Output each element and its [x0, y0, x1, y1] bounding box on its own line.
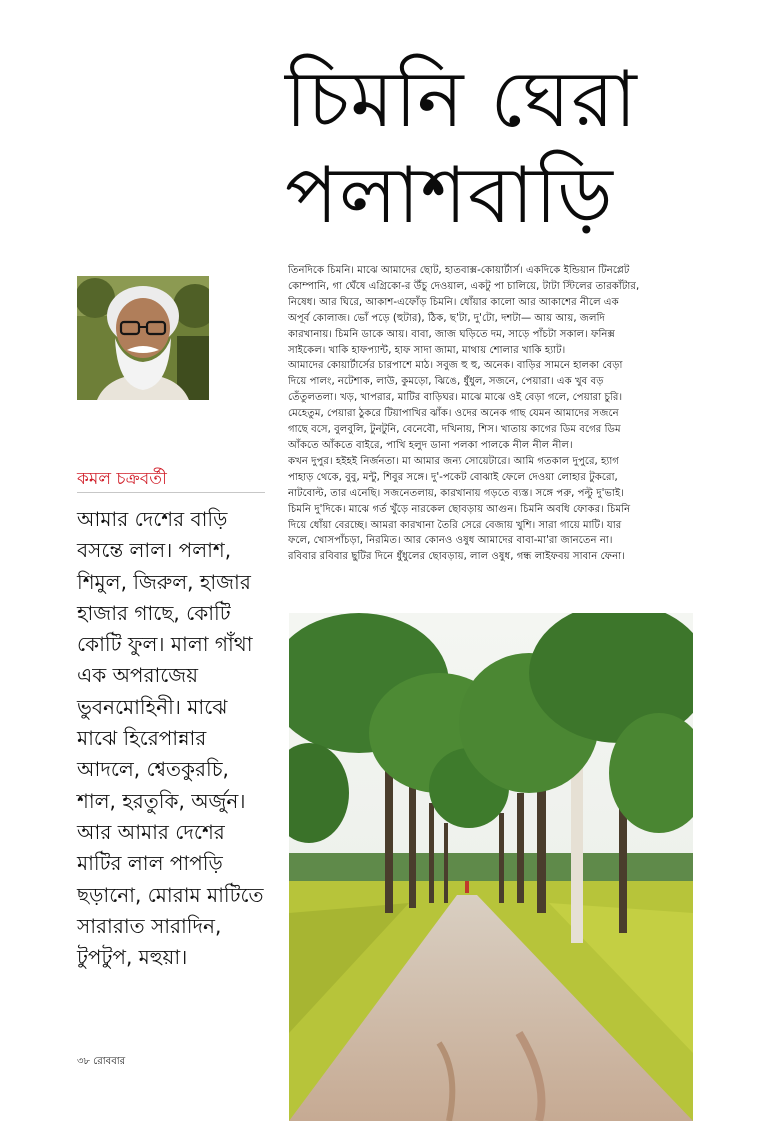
tree-lined-road-photo	[289, 613, 693, 1121]
body-line: নিষেধ। আর ঘিরে, আকাশ-এফোঁড় চিমনি। ধোঁয়ার কালো আর আকাশের নীলে এক	[288, 296, 619, 308]
body-line: কোম্পানি, গা ঘেঁষে এগ্রিকো-র উঁচু দেওয়াল, একটু পা চালিয়ে, টাটা স্টিলের তারকাঁটার,	[288, 280, 640, 292]
body-line: কখন দুপুর। হইহই নির্জনতা। মা আমার জন্য সোয়েটারে। আমি গতকাল দুপুরে, হ্যাগ	[288, 455, 619, 467]
body-line: আমাদের কোয়ার্টার্সের চারপাশে মাঠ। সবুজ হু হু, অনেক। বাড়ির সামনে হালকা বেড়া	[288, 360, 623, 372]
article-title	[285, 52, 755, 244]
intro-line: টুপটুপ, মহুয়া।	[77, 945, 188, 970]
body-line: আঁকতে আঁকতে বাইরে, পাখি হলুদ ডানা পলকা পালকে নীল নীল নীল।	[288, 439, 573, 451]
body-line: অপূর্ব কোলাজ। ভোঁ পড়ে (হুটার), ঠিক, ছ'টা, দু'টো, দশটা— আয় আয়, জলদি	[288, 312, 605, 324]
body-line: নাটবোল্ট, তার এনেছি। সজনেতলায়, কারখানায় গড়তে ব্যস্ত। সঙ্গে পরু, পল্টু দু'ভাই।	[288, 487, 624, 499]
author-name: কমল চক্রবর্তী	[77, 469, 167, 489]
body-line: তেঁতুলতলা। খড়, খাপরার, মাটির বাড়িঘর। মাঝে মাঝে ওই বেড়া গলে, পেয়ারা চুরি।	[288, 392, 623, 404]
body-line: দিয়ে পালং, নটেশাক, লাউ, কুমড়ো, ঝিঙে, ধুঁধুল, সজনে, পেয়ারা। এক খুব বড়	[288, 376, 604, 388]
body-line: গাছে বসে, বুলবুলি, টুনটুনি, বেনেবৌ, দখিনায়, শিস। খাতায় কাগের ডিম বগের ডিম	[288, 424, 621, 436]
body-line: রবিবার রবিবার ছুটির দিনে ধুঁধুলের ছোবড়ায়, লাল ওষুধ, গন্ধ লাইফবয় সাবান ফেনা।	[288, 551, 625, 563]
intro-line: ছড়ানো, মোরাম মাটিতে	[77, 882, 264, 907]
page-folio: ৩৮ রোববার	[77, 1056, 126, 1067]
author-portrait	[77, 276, 209, 400]
intro-text	[77, 504, 277, 973]
intro-line: শাল, হরতুকি, অর্জুন।	[77, 788, 246, 813]
body-line: তিনদিকে চিমনি। মাঝে আমাদের ছোট, হাতবাক্স-কোয়ার্টার্স। একদিকে ইন্ডিয়ান টিনপ্লেট	[288, 265, 630, 276]
intro-line: হাজার গাছে, কোটি	[77, 600, 231, 625]
intro-line: মাটির লাল পাপড়ি	[77, 851, 223, 876]
intro-line: বসন্তে লাল। পলাশ,	[77, 538, 232, 563]
intro-line: আর আমার দেশের	[77, 819, 225, 844]
body-line: ফলে, খোসপাঁচড়া, নিরমিত। আর কোনও ওষুধ আমাদের বাবা-মা'রা জানতেন না।	[288, 535, 613, 547]
body-line: সাইকেল। খাকি হাফপ্যান্ট, হাফ সাদা জামা, মাথায় শোলার খাকি হ্যাট।	[288, 344, 566, 356]
body-line: কারখানায়। চিমনি ডাকে আয়। বাবা, জাজ ঘড়িতে দম, সাড়ে পাঁচটা সকাল। ফনিক্স	[288, 328, 615, 340]
body-line: পাহাড় থেকে, বুবু, মন্টু, শিবুর সঙ্গে। দু'-পকেট বোঝাই ফেলে দেওয়া লোহার টুকরো,	[288, 471, 618, 483]
intro-line: ভুবনমোহিনী। মাঝে	[77, 694, 228, 719]
body-line: চিমনি দু'দিকে। মাঝে গর্ত খুঁড়ে নারকেল ছোবড়ায় আগুন। চিমনি অবধি ফোকর। চিমনি	[288, 503, 631, 515]
body-line: দিয়ে ধোঁয়া বেরচ্ছে। আমরা কারখানা তৈরি সেরে বেজায় খুশি। সারা গায়ে মাটি। যার	[288, 519, 622, 531]
intro-line: আদলে, শ্বেতকুরচি,	[77, 757, 229, 782]
body-line: মেহেতুম, পেয়ারা ঠুকরে টিয়াপাখির ঝাঁক। ওদের অনেক গাছ যেমন আমাদের সজনে	[288, 408, 619, 420]
intro-line: শিমুল, জিরুল, হাজার	[77, 569, 251, 594]
author-divider	[77, 492, 265, 493]
article-body	[288, 263, 693, 565]
intro-line: মাঝে হিরেপান্নার	[77, 726, 207, 751]
intro-line: কোটি ফুল। মালা গাঁথা	[77, 632, 253, 657]
title-line-1: চিমনি ঘেরা	[285, 55, 638, 145]
intro-line: আমার দেশের বাড়ি	[77, 507, 228, 531]
title-line-2: পলাশবাড়ি	[285, 151, 614, 241]
intro-line: সারারাত সারাদিন,	[77, 913, 222, 938]
intro-line: এক অপরাজেয়	[77, 663, 198, 688]
